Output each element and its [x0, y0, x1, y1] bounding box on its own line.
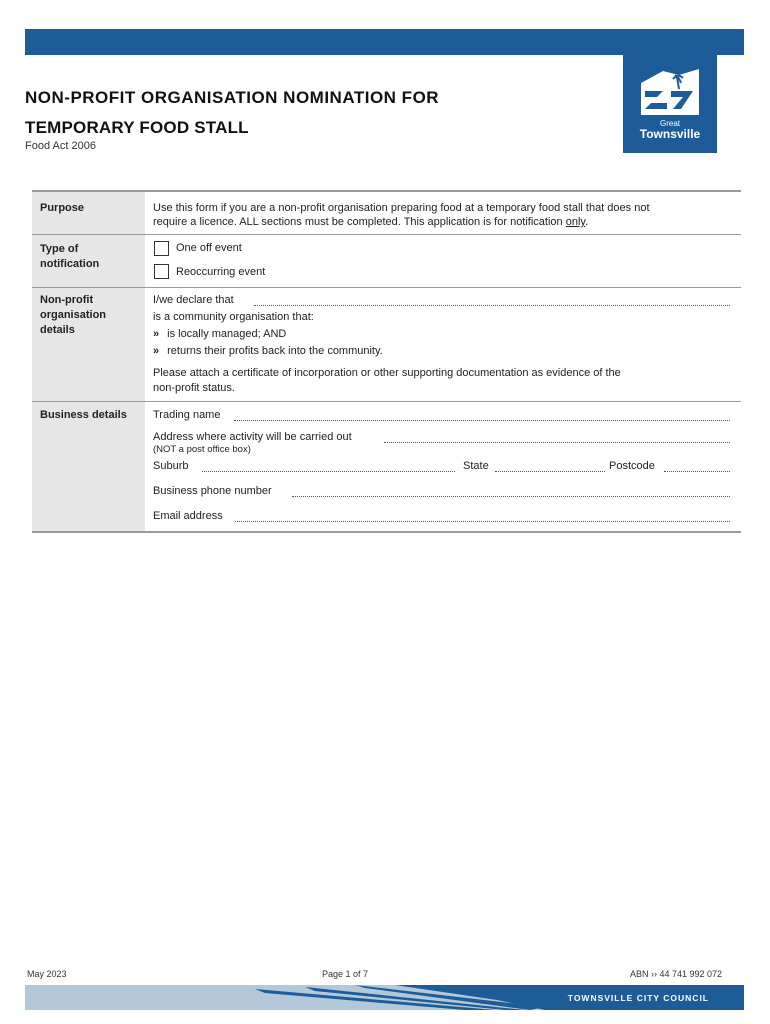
one-off-event-label: One off event: [176, 242, 242, 254]
row-divider: [32, 234, 741, 235]
organisation-name-field[interactable]: [254, 305, 730, 306]
suburb-label: Suburb: [153, 460, 189, 472]
declare-label: I/we declare that: [153, 294, 234, 306]
address-label: Address where activity will be carried out: [153, 431, 352, 443]
business-label: Business details: [40, 409, 127, 421]
purpose-period: .: [585, 216, 589, 228]
footer-abn: ABN ›› 44 741 992 072: [630, 969, 723, 979]
bullet-item: [153, 344, 383, 359]
bullet-text: is locally managed; AND: [167, 328, 287, 340]
header-bar: [25, 29, 744, 55]
townsville-logo: [623, 55, 717, 153]
postcode-label: Postcode: [609, 460, 655, 472]
phone-label: Business phone number: [153, 485, 272, 497]
purpose-text-line2: [153, 215, 588, 230]
nonprofit-label: [40, 293, 140, 338]
purpose-text: require a licence. ALL sections must be completed. This application is for notification: [153, 216, 566, 228]
bullet-icon: »: [153, 328, 160, 340]
logo-text-small: Great: [659, 119, 680, 128]
notification-label-line1: Type of: [40, 243, 79, 255]
purpose-text-line1: Use this form if you are a non-profit organisation preparing food at a temporary food stall that does not: [153, 202, 650, 214]
purpose-label: Purpose: [40, 202, 85, 214]
bullet-icon: »: [153, 345, 160, 357]
nonprofit-label-line1: Non-profit: [40, 294, 94, 306]
postcode-field[interactable]: [664, 471, 730, 472]
address-note: (NOT a post office box): [153, 444, 251, 455]
state-label: State: [463, 460, 489, 472]
community-text: is a community organisation that:: [153, 311, 314, 323]
email-field[interactable]: [235, 521, 730, 522]
nonprofit-label-line3: details: [40, 324, 75, 336]
bullet-item: [153, 327, 286, 342]
notification-label: [40, 242, 140, 272]
footer-date: May 2023: [27, 969, 67, 979]
logo-text: Townsville: [639, 127, 701, 141]
one-off-event-checkbox[interactable]: [154, 241, 169, 256]
row-divider: [32, 287, 741, 288]
trading-name-label: Trading name: [153, 409, 221, 421]
footer-council-name: TOWNSVILLE CITY COUNCIL: [567, 993, 709, 1003]
page-subtitle: Food Act 2006: [25, 140, 96, 152]
page-title-line2: TEMPORARY FOOD STALL: [25, 118, 249, 137]
phone-field[interactable]: [292, 496, 730, 497]
email-label: Email address: [153, 510, 223, 522]
state-field[interactable]: [495, 471, 605, 472]
form-table: [32, 190, 741, 533]
suburb-field[interactable]: [202, 471, 455, 472]
reoccurring-event-label: Reoccurring event: [176, 266, 266, 278]
attach-text-line1: Please attach a certificate of incorporation or other supporting documentation as evidence of the: [153, 367, 621, 379]
address-field[interactable]: [384, 442, 730, 443]
bullet-text: returns their profits back into the community.: [167, 345, 383, 357]
notification-label-line2: notification: [40, 258, 100, 270]
attach-text-line2: non-profit status.: [153, 382, 235, 394]
purpose-emphasis: only: [565, 216, 586, 228]
footer-band: [25, 985, 744, 1010]
trading-name-field[interactable]: [234, 420, 730, 421]
nonprofit-label-line2: organisation: [40, 309, 107, 321]
reoccurring-event-checkbox[interactable]: [154, 264, 169, 279]
page-title-line1: NON-PROFIT ORGANISATION NOMINATION FOR: [25, 88, 440, 107]
footer-page-number: Page 1 of 7: [322, 969, 369, 979]
row-divider: [32, 401, 741, 402]
